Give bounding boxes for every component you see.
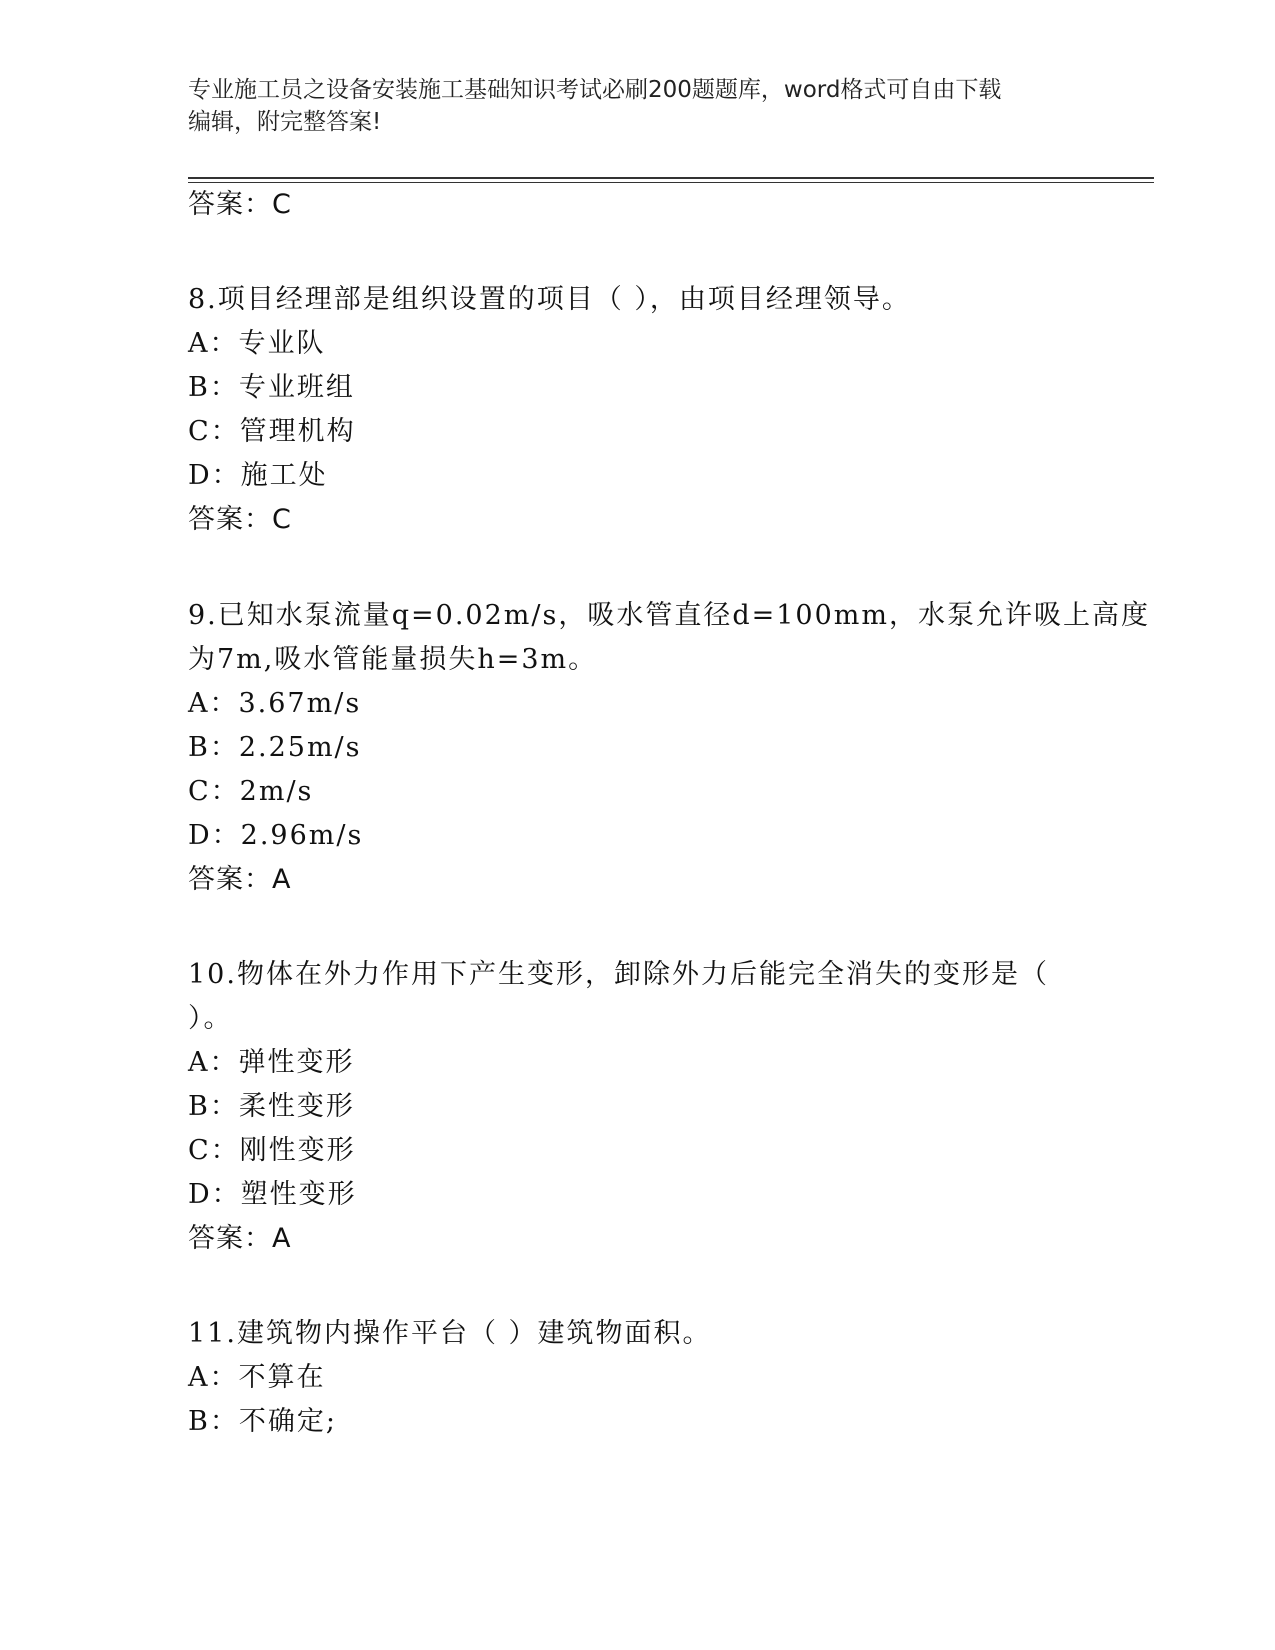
- question-8-answer: 答案：C: [188, 504, 292, 535]
- question-8-option-d: D：施工处: [188, 460, 328, 491]
- question-10-text-line-2: ）。: [188, 1003, 233, 1034]
- question-11-option-b: B：不确定;: [188, 1406, 337, 1437]
- header-divider: [188, 177, 1154, 179]
- question-9-text-line-1: 9.已知水泵流量q=0.02m/s，吸水管直径d=100mm，水泵允许吸上高度: [188, 600, 1150, 631]
- question-10-answer: 答案：A: [188, 1223, 292, 1254]
- question-8-text: 8.项目经理部是组织设置的项目（ ），由项目经理领导。: [188, 284, 911, 315]
- question-9-text-line-2: 为7m,吸水管能量损失h=3m。: [188, 644, 598, 675]
- question-8-option-b: B：专业班组: [188, 372, 355, 403]
- question-9-option-d: D：2.96m/s: [188, 820, 364, 851]
- question-11-text: 11.建筑物内操作平台（ ）建筑物面积。: [188, 1318, 712, 1349]
- question-8-option-c: C：管理机构: [188, 416, 356, 447]
- header-title-line-2: 编辑，附完整答案!: [188, 109, 382, 135]
- question-8-option-a: A：专业队: [188, 328, 326, 359]
- question-10-option-d: D：塑性变形: [188, 1179, 357, 1210]
- header-title-line-1: 专业施工员之设备安装施工基础知识考试必刷200题题库，word格式可自由下载: [188, 77, 1002, 103]
- question-10-text-line-1: 10.物体在外力作用下产生变形，卸除外力后能完全消失的变形是（: [188, 959, 1049, 990]
- question-9-option-b: B：2.25m/s: [188, 732, 362, 763]
- question-10-option-a: A：弹性变形: [188, 1047, 355, 1078]
- document-header: [188, 74, 1068, 138]
- question-9-option-c: C：2m/s: [188, 776, 314, 807]
- header-divider-thin: [188, 182, 1154, 183]
- question-9-option-a: A：3.67m/s: [188, 688, 362, 719]
- question-11-option-a: A：不算在: [188, 1362, 326, 1393]
- answer-previous-question: 答案：C: [188, 189, 292, 220]
- question-10-option-b: B：柔性变形: [188, 1091, 355, 1122]
- question-10-option-c: C：刚性变形: [188, 1135, 356, 1166]
- question-9-answer: 答案：A: [188, 864, 292, 895]
